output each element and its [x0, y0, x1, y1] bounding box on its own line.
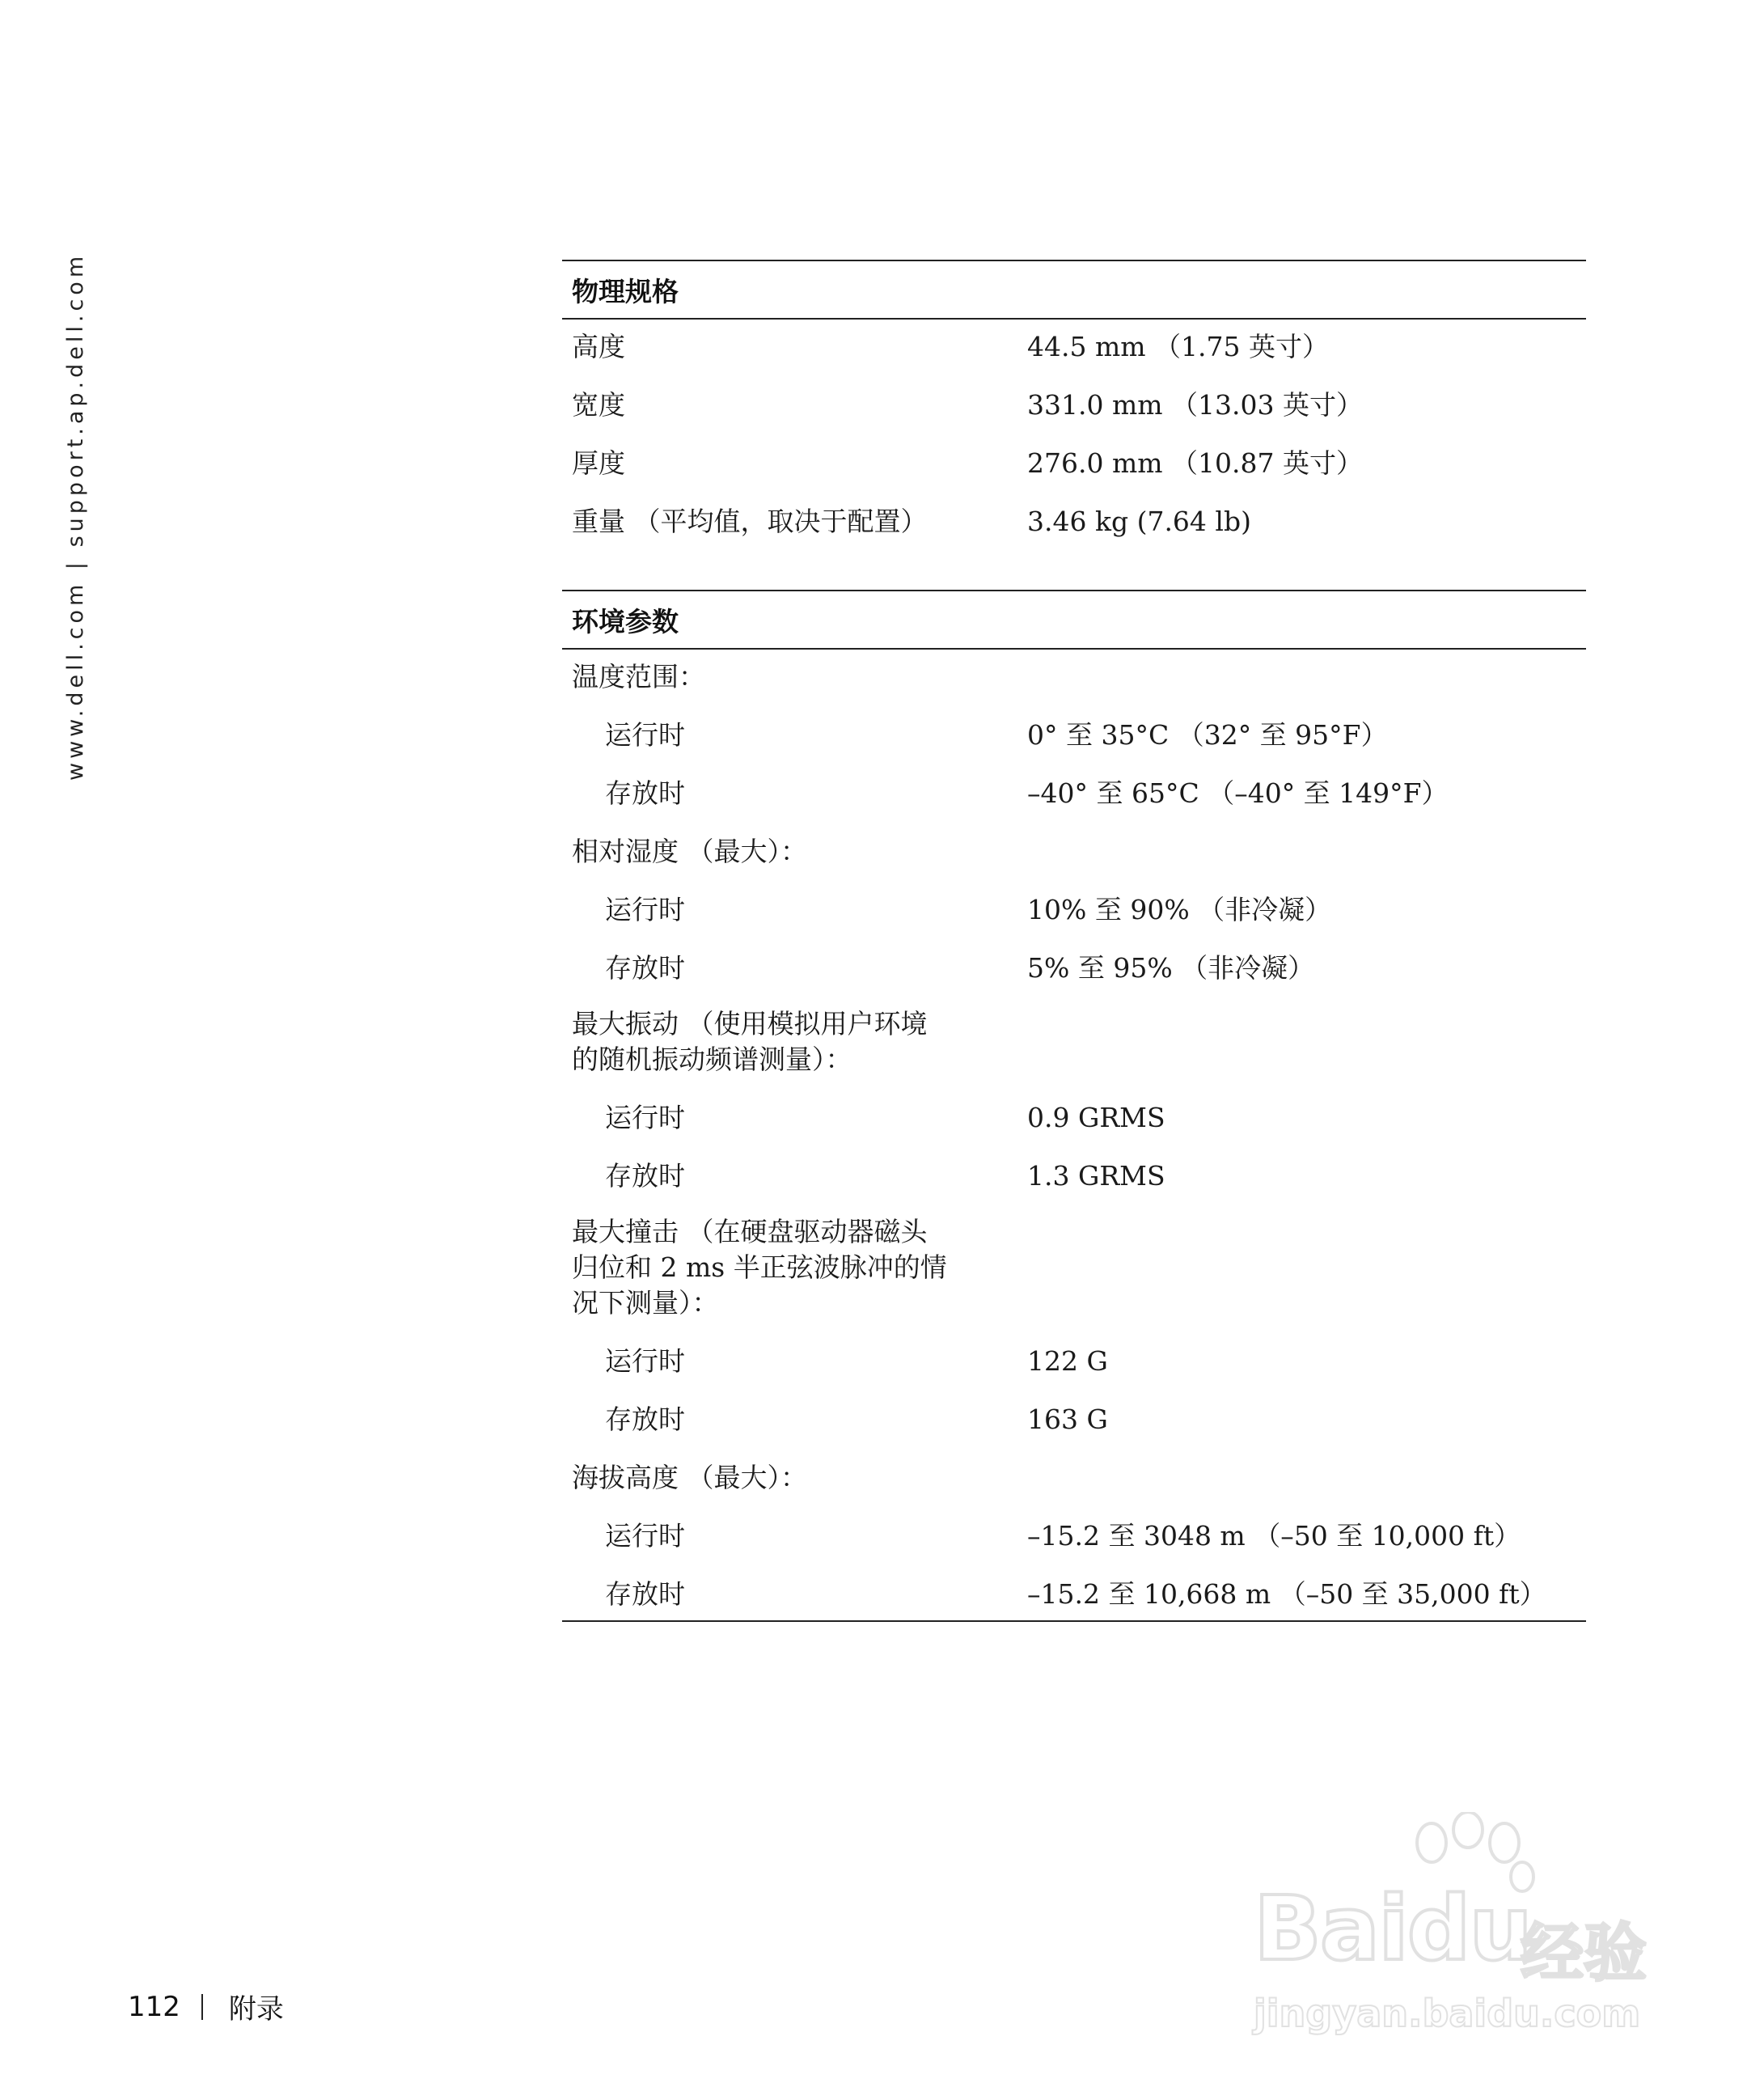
spec-row	[562, 937, 1586, 995]
section-title: 物理规格	[562, 260, 1586, 320]
spec-row	[562, 704, 1586, 762]
spec-row	[562, 879, 1586, 937]
page-number: 112	[128, 1990, 180, 2023]
baidu-watermark	[1246, 1812, 1666, 2055]
spec-value: 122 G	[1027, 1345, 1108, 1377]
spec-row	[562, 1563, 1586, 1620]
environment-section	[562, 590, 1586, 1622]
spec-value: 276.0 mm （10.87 英寸）	[1027, 447, 1363, 479]
section-rows	[562, 320, 1586, 551]
spec-value: 5% 至 95% （非冷凝）	[1027, 952, 1315, 984]
spec-label: 运行时	[605, 719, 685, 751]
spec-label: 运行时	[605, 894, 685, 925]
spec-table	[562, 260, 1586, 1622]
spec-row	[562, 1388, 1586, 1446]
watermark-cn: 经验	[1521, 1917, 1648, 1990]
spec-row	[562, 490, 1586, 551]
spec-row	[562, 320, 1586, 374]
spec-row	[562, 762, 1586, 820]
spec-label: 相对湿度 （最大）：	[572, 836, 807, 867]
footer-divider	[201, 1994, 203, 2020]
spec-label: 运行时	[605, 1520, 685, 1552]
spec-label: 存放时	[605, 777, 685, 809]
spec-row	[562, 1505, 1586, 1563]
page-footer	[128, 1987, 284, 2026]
spec-row	[562, 820, 1586, 879]
spec-value: –15.2 至 10,668 m （–50 至 35,000 ft）	[1027, 1578, 1546, 1610]
section-name: 附录	[228, 1993, 284, 2026]
spec-value: 331.0 mm （13.03 英寸）	[1027, 389, 1363, 421]
spec-row	[562, 1145, 1586, 1203]
side-url: www.dell.com | support.ap.dell.com	[63, 252, 88, 781]
spec-value: 1.3 GRMS	[1027, 1160, 1165, 1192]
spec-row	[562, 374, 1586, 432]
spec-label: 温度范围：	[572, 661, 705, 692]
spec-label: 存放时	[605, 1404, 685, 1435]
spec-row	[562, 432, 1586, 490]
section-title: 环境参数	[562, 590, 1586, 650]
spec-label: 运行时	[605, 1345, 685, 1377]
spec-label: 最大撞击 （在硬盘驱动器磁头 归位和 2 ms 半正弦波脉冲的情 况下测量）：	[572, 1216, 947, 1319]
physical-section	[562, 260, 1586, 551]
spec-value: 3.46 kg (7.64 lb)	[1027, 506, 1251, 537]
spec-value: –15.2 至 3048 m （–50 至 10,000 ft）	[1027, 1520, 1521, 1552]
spec-value: 0° 至 35°C （32° 至 95°F）	[1027, 719, 1388, 751]
spec-label: 运行时	[605, 1102, 685, 1133]
spec-row	[562, 1330, 1586, 1388]
spec-label: 高度	[572, 331, 625, 362]
spec-label: 最大振动 （使用模拟用户环境 的随机振动频谱测量）：	[572, 1008, 928, 1075]
spec-label: 厚度	[572, 447, 625, 479]
spec-row	[562, 650, 1586, 704]
spec-label: 存放时	[605, 952, 685, 984]
section-rows	[562, 650, 1586, 1620]
spec-row	[562, 1446, 1586, 1505]
spec-value: 0.9 GRMS	[1027, 1102, 1165, 1133]
spec-value: 44.5 mm （1.75 英寸）	[1027, 331, 1330, 362]
watermark-brand: Baidu	[1254, 1877, 1531, 1980]
spec-row	[562, 1203, 1586, 1330]
spec-label: 重量 （平均值，取决于配置）	[572, 506, 928, 537]
spec-label: 海拔高度 （最大）：	[572, 1462, 807, 1493]
spec-label: 存放时	[605, 1578, 685, 1610]
spec-row	[562, 1086, 1586, 1145]
spec-row	[562, 995, 1586, 1086]
spec-label: 存放时	[605, 1160, 685, 1192]
spec-value: –40° 至 65°C （–40° 至 149°F）	[1027, 777, 1449, 809]
spec-label: 宽度	[572, 389, 625, 421]
spec-value: 163 G	[1027, 1404, 1108, 1435]
watermark-url: jingyan.baidu.com	[1254, 1992, 1641, 2035]
spec-value: 10% 至 90% （非冷凝）	[1027, 894, 1332, 925]
